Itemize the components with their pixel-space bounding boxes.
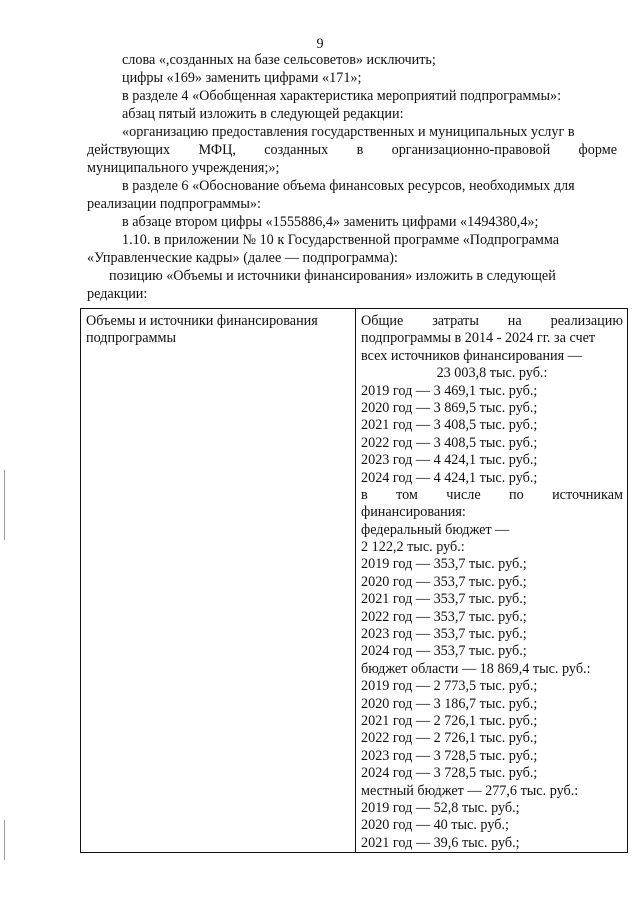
text-line-7: муниципального учреждения;»; <box>87 160 280 176</box>
text-line-12: «Управленческие кадры» (далее — подпрограмма): <box>87 250 398 266</box>
total-year-line: 2023 год — 4 424,1 тыс. руб.; <box>361 452 538 469</box>
word: реализацию <box>550 313 623 329</box>
text-line-13: позицию «Объемы и источники финансирования» изложить в следующей <box>109 268 556 284</box>
text-line-8: в разделе 6 «Обоснование объема финансовых ресурсов, необходимых для <box>122 178 575 194</box>
word: по <box>509 486 524 503</box>
word: созданных <box>264 142 329 158</box>
sources-intro-line-1 <box>361 487 623 504</box>
word: том <box>396 486 418 503</box>
sources-intro-line-2: финансирования: <box>361 504 466 521</box>
word: форме <box>578 142 617 158</box>
regional-year-line: 2024 год — 3 728,5 тыс. руб.; <box>361 765 538 782</box>
table-row <box>81 309 628 853</box>
financing-table <box>80 308 628 853</box>
word: на <box>507 313 522 329</box>
word: в <box>356 142 364 158</box>
federal-year-line: 2021 год — 353,7 тыс. руб.; <box>361 591 527 608</box>
regional-budget-title: бюджет области — 18 869,4 тыс. руб.: <box>361 660 591 677</box>
word: действующих <box>87 142 171 158</box>
text-line-10: в абзаце втором цифры «1555886,4» заменить цифрами «1494380,4»; <box>122 214 539 230</box>
local-year-line: 2019 год — 52,8 тыс. руб.; <box>361 799 520 816</box>
federal-year-line: 2020 год — 353,7 тыс. руб.; <box>361 573 527 590</box>
local-year-line: 2020 год — 40 тыс. руб.; <box>361 817 509 834</box>
word: МФЦ, <box>198 142 236 158</box>
text-line-4: абзац пятый изложить в следующей редакции: <box>122 106 404 122</box>
text-line-14: редакции: <box>87 286 148 302</box>
federal-year-line: 2022 год — 353,7 тыс. руб.; <box>361 608 527 625</box>
scan-margin-mark <box>4 820 5 860</box>
cell-label-line-1: Объемы и источники финансирования <box>86 313 318 329</box>
word: затраты <box>432 313 479 329</box>
word: источникам <box>552 486 623 503</box>
federal-year-line: 2023 год — 353,7 тыс. руб.; <box>361 626 527 643</box>
federal-year-line: 2019 год — 353,7 тыс. руб.; <box>361 556 527 573</box>
text-line-6 <box>87 142 617 159</box>
scan-margin-mark <box>4 470 5 540</box>
local-budget-title: местный бюджет — 277,6 тыс. руб.: <box>361 782 579 799</box>
regional-year-line: 2023 год — 3 728,5 тыс. руб.; <box>361 747 538 764</box>
federal-budget-title: федеральный бюджет — <box>361 521 510 538</box>
word: в <box>361 486 368 503</box>
total-year-line: 2020 год — 3 869,5 тыс. руб.; <box>361 399 538 416</box>
word: Общие <box>361 313 404 329</box>
table-cell-label <box>81 309 356 853</box>
text-line-5: «организацию предоставления государственных и муниципальных услуг в <box>122 124 575 140</box>
total-amount: 23 003,8 тыс. руб.: <box>436 365 548 382</box>
regional-year-line: 2020 год — 3 186,7 тыс. руб.; <box>361 695 538 712</box>
local-year-line: 2021 год — 39,6 тыс. руб.; <box>361 834 520 851</box>
total-year-line: 2022 год — 3 408,5 тыс. руб.; <box>361 434 538 451</box>
regional-year-line: 2021 год — 2 726,1 тыс. руб.; <box>361 712 538 729</box>
text-line-3: в разделе 4 «Обобщенная характеристика мероприятий подпрограммы»: <box>122 88 562 104</box>
total-intro-line-3: всех источников финансирования — <box>361 347 582 364</box>
page-number: 9 <box>316 36 324 52</box>
regional-year-line: 2022 год — 2 726,1 тыс. руб.; <box>361 730 538 747</box>
word: числе <box>446 486 481 503</box>
word: организационно-правовой <box>391 142 551 158</box>
text-line-11: 1.10. в приложении № 10 к Государственной программе «Подпрограмма <box>122 232 560 248</box>
regional-year-line: 2019 год — 2 773,5 тыс. руб.; <box>361 678 538 695</box>
text-line-9: реализации подпрограммы»: <box>87 196 261 212</box>
federal-budget-total: 2 122,2 тыс. руб.: <box>361 539 465 556</box>
total-year-line: 2021 год — 3 408,5 тыс. руб.; <box>361 417 538 434</box>
total-year-line: 2024 год — 4 424,1 тыс. руб.; <box>361 469 538 486</box>
text-line-1: слова «,созданных на базе сельсоветов» исключить; <box>122 52 436 68</box>
total-year-line: 2019 год — 3 469,1 тыс. руб.; <box>361 382 538 399</box>
text-line-2: цифры «169» заменить цифрами «171»; <box>122 70 362 86</box>
total-intro-line-1 <box>361 313 623 330</box>
cell-label-line-2: подпрограммы <box>86 330 176 347</box>
federal-year-line: 2024 год — 353,7 тыс. руб.; <box>361 643 527 660</box>
table-cell-values <box>356 309 628 853</box>
total-intro-line-2: подпрограммы в 2014 - 2024 гг. за счет <box>361 330 596 347</box>
